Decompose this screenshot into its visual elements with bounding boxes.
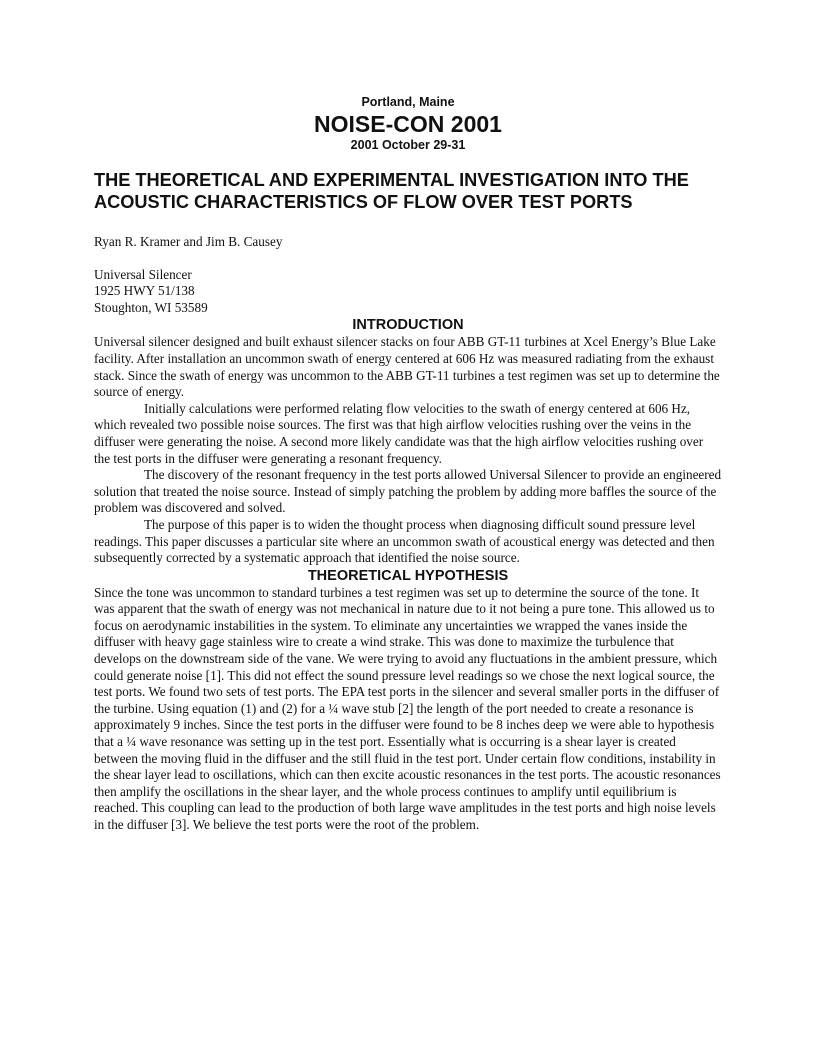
introduction-paragraph: Initially calculations were performed relating flow velocities to the swath of energy centered at 606 Hz, which revealed two possible noise sources. The first was that high airflow velocities rushing over the veins in the diffuser were generating the noise. A second more likely candidate was that the high airflow velocities rushing over the test ports in the diffuser were generating a resonant frequency. — [94, 400, 704, 466]
author-affiliation — [94, 267, 722, 317]
conference-date: 2001 October 29-31 — [350, 138, 466, 152]
paper-page — [94, 94, 722, 834]
conference-header — [94, 94, 722, 153]
theoretical-hypothesis-body — [94, 585, 722, 834]
introduction-body — [94, 334, 722, 566]
conference-name: NOISE-CON 2001 — [314, 111, 502, 137]
affiliation-city: Stoughton, WI 53589 — [94, 299, 208, 315]
paper-authors: Ryan R. Kramer and Jim B. Causey — [94, 234, 283, 249]
affiliation-org: Universal Silencer — [94, 266, 192, 282]
introduction-paragraph: The discovery of the resonant frequency in the test ports allowed Universal Silencer to provide an engineered solution that treated the noise source. Instead of simply patching the problem by adding more baffles the source of the problem was discovered and solved. — [94, 467, 722, 516]
paper-title-line-2: ACOUSTIC CHARACTERISTICS OF FLOW OVER TEST PORTS — [94, 192, 633, 212]
affiliation-street: 1925 HWY 51/138 — [94, 283, 195, 299]
introduction-paragraph: Universal silencer designed and built exhaust silencer stacks on four ABB GT-11 turbines at Xcel Energy’s Blue Lake facility. After installation an uncommon swath of energy centered at 606 Hz was measured radiating from the exhaust stack. Since the swath of energy was uncommon to the ABB GT-11 turbines a test regimen was set up to determine the source of energy. — [94, 334, 720, 400]
introduction-paragraph: The purpose of this paper is to widen the thought process when diagnosing difficult sound pressure level readings. This paper discusses a particular site where an uncommon swath of acoustical energy was detected and then subsequently corrected by a systematic approach that identified the noise source. — [94, 516, 715, 566]
theoretical-paragraph: Since the tone was uncommon to standard turbines a test regimen was set up to determine the source of the tone. It was apparent that the swath of energy was not mechanical in nature due to it not being a pure tone. This allowed us to focus on aerodynamic instabilities in the system. To eliminate any uncertainties we wrapped the vanes inside the diffuser with heavy gage stainless wire to create a wind strake. This was done to maximize the turbulence that develops on the downstream side of the vane. We were trying to avoid any fluctuations in the ambient pressure, which could generate noise [1]. This did not effect the sound pressure level readings so we chose the next logical source, the test ports. We found two sets of test ports. The EPA test ports in the silencer and several smaller ports in the diffuser of the turbine. Using equation (1) and (2) for a ¼ wave stub [2] the length of the port needed to create a resonance is approximately 9 inches. Since the test ports in the diffuser were found to be 8 inches deep we were able to hypothesis that a ¼ wave resonance was setting up in the test port. Essentially what is occurring is a shear layer is created between the moving fluid in the diffuser and the still fluid in the test port. Under certain flow conditions, instability in the shear layer lead to oscillations, which can then excite acoustic resonances in the test ports. The acoustic resonances then amplify the oscillations in the shear layer, and the whole process continues to amplify until equilibrium is reached. This coupling can lead to the production of both large wave amplitudes in the test ports and high noise levels in the diffuser [3]. We believe the test ports were the root of the problem. — [94, 584, 721, 832]
paper-title-line-1: THE THEORETICAL AND EXPERIMENTAL INVESTIGATION INTO THE — [94, 170, 689, 190]
conference-location: Portland, Maine — [361, 95, 455, 109]
introduction-heading: INTRODUCTION — [352, 317, 464, 334]
theoretical-hypothesis-heading: THEORETICAL HYPOTHESIS — [307, 567, 509, 584]
paper-title — [94, 169, 722, 213]
